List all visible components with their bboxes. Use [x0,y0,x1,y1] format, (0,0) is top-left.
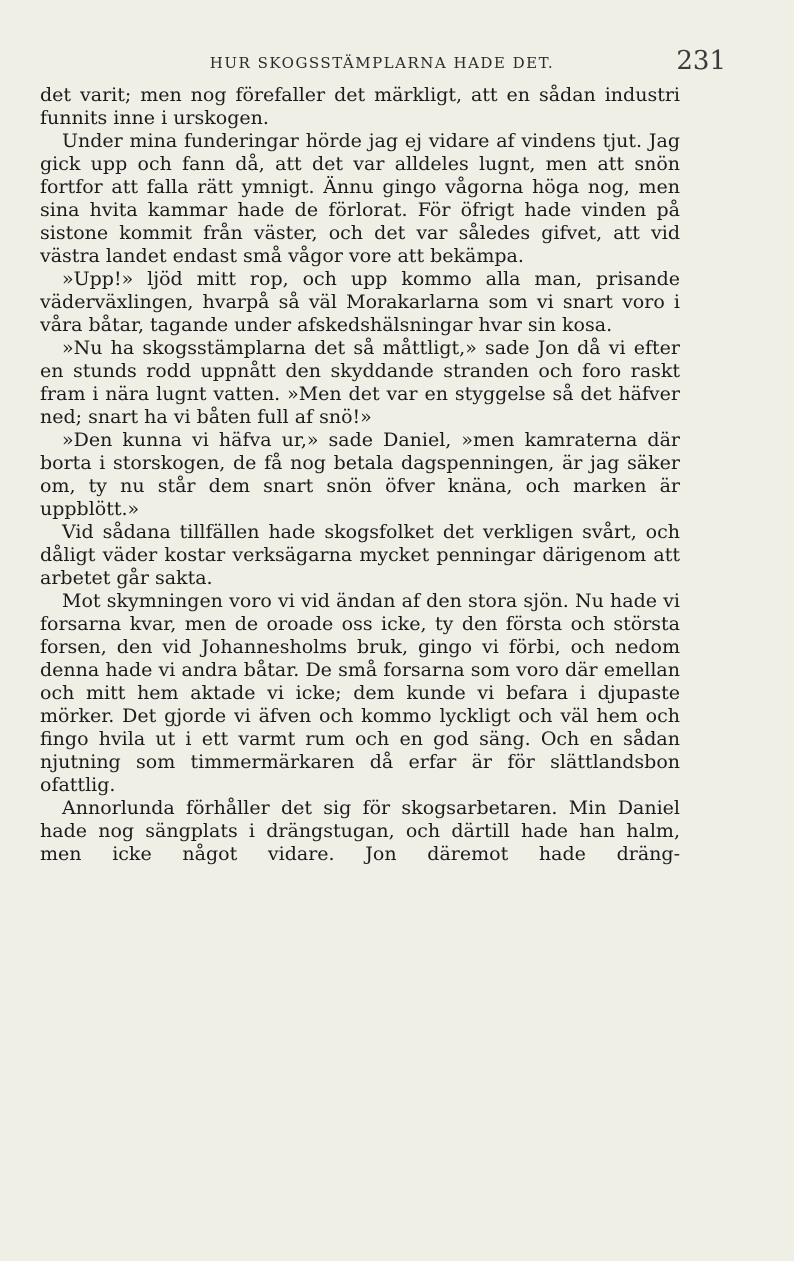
paragraph: Mot skymningen voro vi vid ändan af den stora sjön. Nu hade vi forsarna kvar, men de oroade oss icke, ty den första och största forsen, den vid Johannesholms bruk, gingo vi förbi, och nedom denna hade vi andra båtar. De små forsarna som voro där emellan och mitt hem aktade vi icke; dem kunde vi befara i djupaste mörker. Det gjorde vi äfven och kommo lyckligt och väl hem och fingo hvila ut i ett varmt rum och en god säng. Och en sådan njutning som timmermärkaren då erfar är för slättlandsbon ofattlig. [40,590,680,796]
page-header [40,46,726,80]
paragraph: »Den kunna vi häfva ur,» sade Daniel, »men kamraterna där borta i storskogen, de få nog betala dagspenningen, är jag säker om, ty nu står dem snart snön öfver knäna, och marken är uppblött.» [40,429,680,520]
paragraph: »Upp!» ljöd mitt rop, och upp kommo alla man, prisande väderväxlingen, hvarpå så väl Morakarlarna som vi snart voro i våra båtar, tagande under afskedshälsningar hvar sin kosa. [40,268,680,336]
running-title: HUR SKOGSSTÄMPLARNA HADE DET. [209,54,555,72]
paragraph: Under mina funderingar hörde jag ej vidare af vindens tjut. Jag gick upp och fann då, att det var alldeles lugnt, men att snön fortfor att falla rätt ymnigt. Ännu gingo vågorna höga nog, men sina hvita kammar hade de förlorat. För öfrigt hade vinden på sistone kommit från väster, och det var således gifvet, att vid västra landet endast små vågor vore att bekämpa. [40,130,680,267]
paragraph: Annorlunda förhåller det sig för skogsarbetaren. Min Daniel hade nog sängplats i drängstugan, och därtill hade han halm, men icke något vidare. Jon däremot hade dräng- [40,797,680,865]
paragraph: »Nu ha skogsstämplarna det så måttligt,» sade Jon då vi efter en stunds rodd uppnått den skyddande stranden och foro raskt fram i nära lugnt vatten. »Men det var en styggelse så det häfver ned; snart ha vi båten full af snö!» [40,337,680,428]
page-number: 231 [676,46,726,76]
paragraph: det varit; men nog förefaller det märkligt, att en sådan industri funnits inne i urskogen. [40,84,680,129]
paragraph: Vid sådana tillfällen hade skogsfolket det verkligen svårt, och dåligt väder kostar verksägarna mycket penningar därigenom att arbetet går sakta. [40,521,680,589]
body-text [40,84,680,866]
